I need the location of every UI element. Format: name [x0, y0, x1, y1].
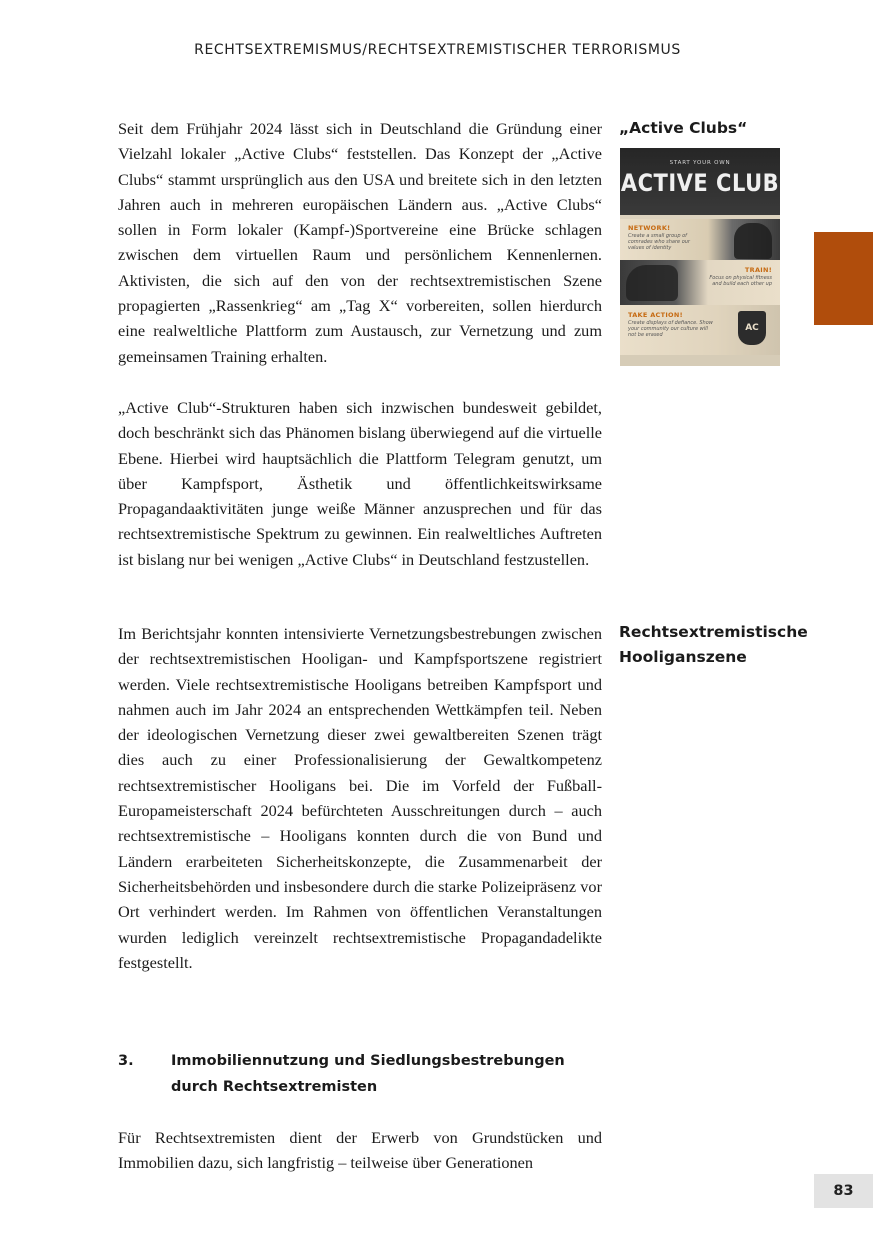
poster-train-text: Focus on physical fitness and build each other up [709, 275, 772, 287]
section-title: Immobiliennutzung und Siedlungsbestrebungen durch Rechtsextremisten [171, 1053, 565, 1095]
chapter-tab-marker [814, 232, 873, 325]
margin-heading-hooligans: Rechtsextremistische Hooliganszene [619, 623, 808, 666]
poster-train-head: TRAIN! [744, 266, 772, 274]
paragraph-active-clubs-structures: „Active Club“-Strukturen haben sich inzwischen bundesweit gebildet, doch beschränkt sich das Phänomen bislang überwiegend auf die virtuelle Ebene. Hierbei wird hauptsächlich die Plattform Telegram genutzt, um über Kampfsport, Ästhetik und öffentlichkeitswirksame Propagandaaktivitäten junge weiße Männer anzusprechen und für das rechtsextremistische Spektrum zu gewinnen. Ein realweltliches Auftreten ist bislang nur bei wenigen „Active Clubs“ in Deutschland festzustellen. [118, 398, 602, 569]
margin-heading-active-clubs: „Active Clubs“ [619, 119, 748, 137]
poster-action-head: TAKE ACTION! [628, 311, 683, 319]
poster-band-action [620, 305, 780, 355]
poster-title: ACTIVE CLUB [620, 169, 780, 197]
poster-header [620, 148, 780, 215]
poster-band-train [620, 260, 780, 305]
poster-network-head: NETWORK! [628, 224, 671, 232]
poster-photo-training [626, 265, 678, 301]
running-title: RECHTSEXTREMISMUS/RECHTSEXTREMISTISCHER TERRORISMUS [194, 42, 681, 58]
paragraph-hooligans: Im Berichtsjahr konnten intensivierte Vernetzungsbestrebungen zwischen der rechtsextremistischen Hooligan- und Kampfsportszene registriert werden. Viele rechtsextremistische Hooligans betreiben Kampfsport und nahmen auch im Jahr 2024 an entsprechenden Wettkämpfen teil. Neben der ideologischen Vernetzung dieser zwei gewaltbereiten Szenen trägt dies auch zu einer Professionalisierung der Gewaltkompetenz rechtsextremistischer Hooligans bei. Die im Vorfeld der Fußball-Europameisterschaft 2024 befürchteten Ausschreitungen durch – auch rechtsextremistische – Hooligans konnten durch die von Bund und Ländern erarbeiteten Sicherheitskonzepte, die Zusammenarbeit der Sicherheitsbehörden und insbesondere durch die starke Polizeipräsenz vor Ort verhindert werden. Im Rahmen von öffentlichen Veranstaltungen wurden lediglich vereinzelt rechtsextremistische Propagandadelikte festgestellt. [118, 624, 602, 972]
active-club-poster-image [620, 148, 780, 366]
section-heading [118, 1048, 608, 1100]
poster-footer [620, 355, 780, 366]
section-number: 3. [118, 1053, 134, 1069]
paragraph-active-clubs-intro: Seit dem Frühjahr 2024 lässt sich in Deutschland die Gründung einer Vielzahl lokaler „Active Clubs“ feststellen. Das Konzept der „Active Clubs“ stammt ursprünglich aus den USA und breitete sich in den letzten Jahren auch in mehreren europäischen Ländern aus. „Active Clubs“ sollen in Form lokaler (Kampf-)Sportvereine eine Brücke schlagen zwischen dem virtuellen Raum und persönlichem Kennenlernen. Aktivisten, die sich auf den von der rechtsextremistischen Szene propagierten „Rassenkrieg“ am „Tag X“ vorbereiten, sollen hierdurch eine realweltliche Plattform zum Austausch, zur Vernetzung und zum gemeinsamen Training erhalten. [118, 119, 602, 366]
poster-crest-logo: AC [738, 311, 766, 345]
poster-band-network [620, 219, 780, 263]
page-number: 83 [814, 1174, 873, 1208]
poster-action-text: Create displays of defiance. Show your community our culture will not be erased [628, 320, 713, 338]
poster-kicker: START YOUR OWN [669, 160, 731, 166]
paragraph-real-estate: Für Rechtsextremisten dient der Erwerb von Grundstücken und Immobilien dazu, sich langfristig – teilweise über Generationen [118, 1128, 602, 1173]
poster-photo-fighters [734, 223, 772, 259]
poster-network-text: Create a small group of comrades who share our values of identity [628, 233, 690, 251]
